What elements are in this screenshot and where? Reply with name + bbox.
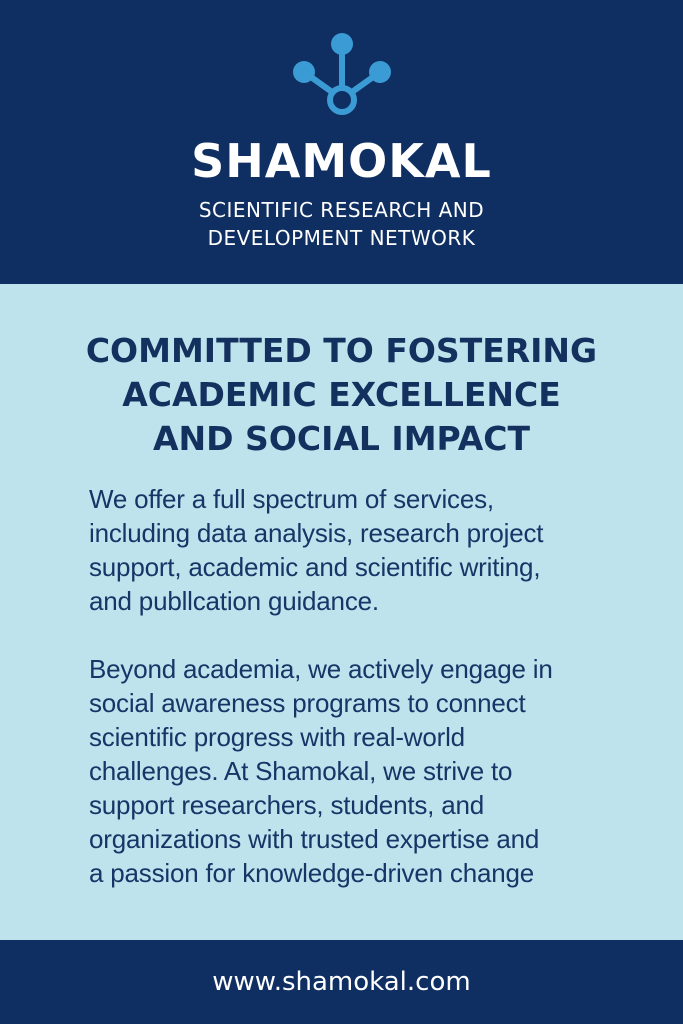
paragraph-line: and publlcation guidance. [89, 586, 379, 616]
paragraph-line: challenges. At Shamokal, we strive to [89, 756, 513, 786]
paragraph-line: social awareness programs to connect [89, 688, 526, 718]
paragraph-line: scientific progress with real-world [89, 722, 465, 752]
headline-line: COMMITTED TO FOSTERING [85, 331, 598, 370]
headline-line: ACADEMIC EXCELLENCE [122, 375, 561, 414]
paragraph-line: organizations with trusted expertise and [89, 824, 540, 854]
website-link[interactable]: www.shamokal.com [212, 967, 471, 997]
network-node-icon [288, 30, 396, 120]
paragraph-line: Beyond academia, we actively engage in [89, 654, 553, 684]
headline [20, 329, 663, 461]
header-banner [0, 0, 683, 284]
paragraph-line: support researchers, students, and [89, 790, 484, 820]
tagline-line: DEVELOPMENT NETWORK [207, 226, 476, 250]
tagline-line: SCIENTIFIC RESEARCH AND [198, 198, 485, 222]
paragraph-line: support, academic and scientific writing, [89, 552, 541, 582]
services-paragraph [89, 482, 669, 618]
footer-banner [0, 940, 683, 1024]
paragraph-line: including data analysis, research project [89, 518, 544, 548]
brand-tagline [0, 196, 683, 252]
paragraph-line: We offer a full spectrum of services, [89, 484, 494, 514]
headline-line: AND SOCIAL IMPACT [153, 419, 530, 458]
brand-name: SHAMOKAL [191, 134, 492, 188]
main-content [0, 284, 683, 940]
paragraph-line: a passion for knowledge-driven change [89, 858, 534, 888]
mission-paragraph [89, 652, 669, 890]
